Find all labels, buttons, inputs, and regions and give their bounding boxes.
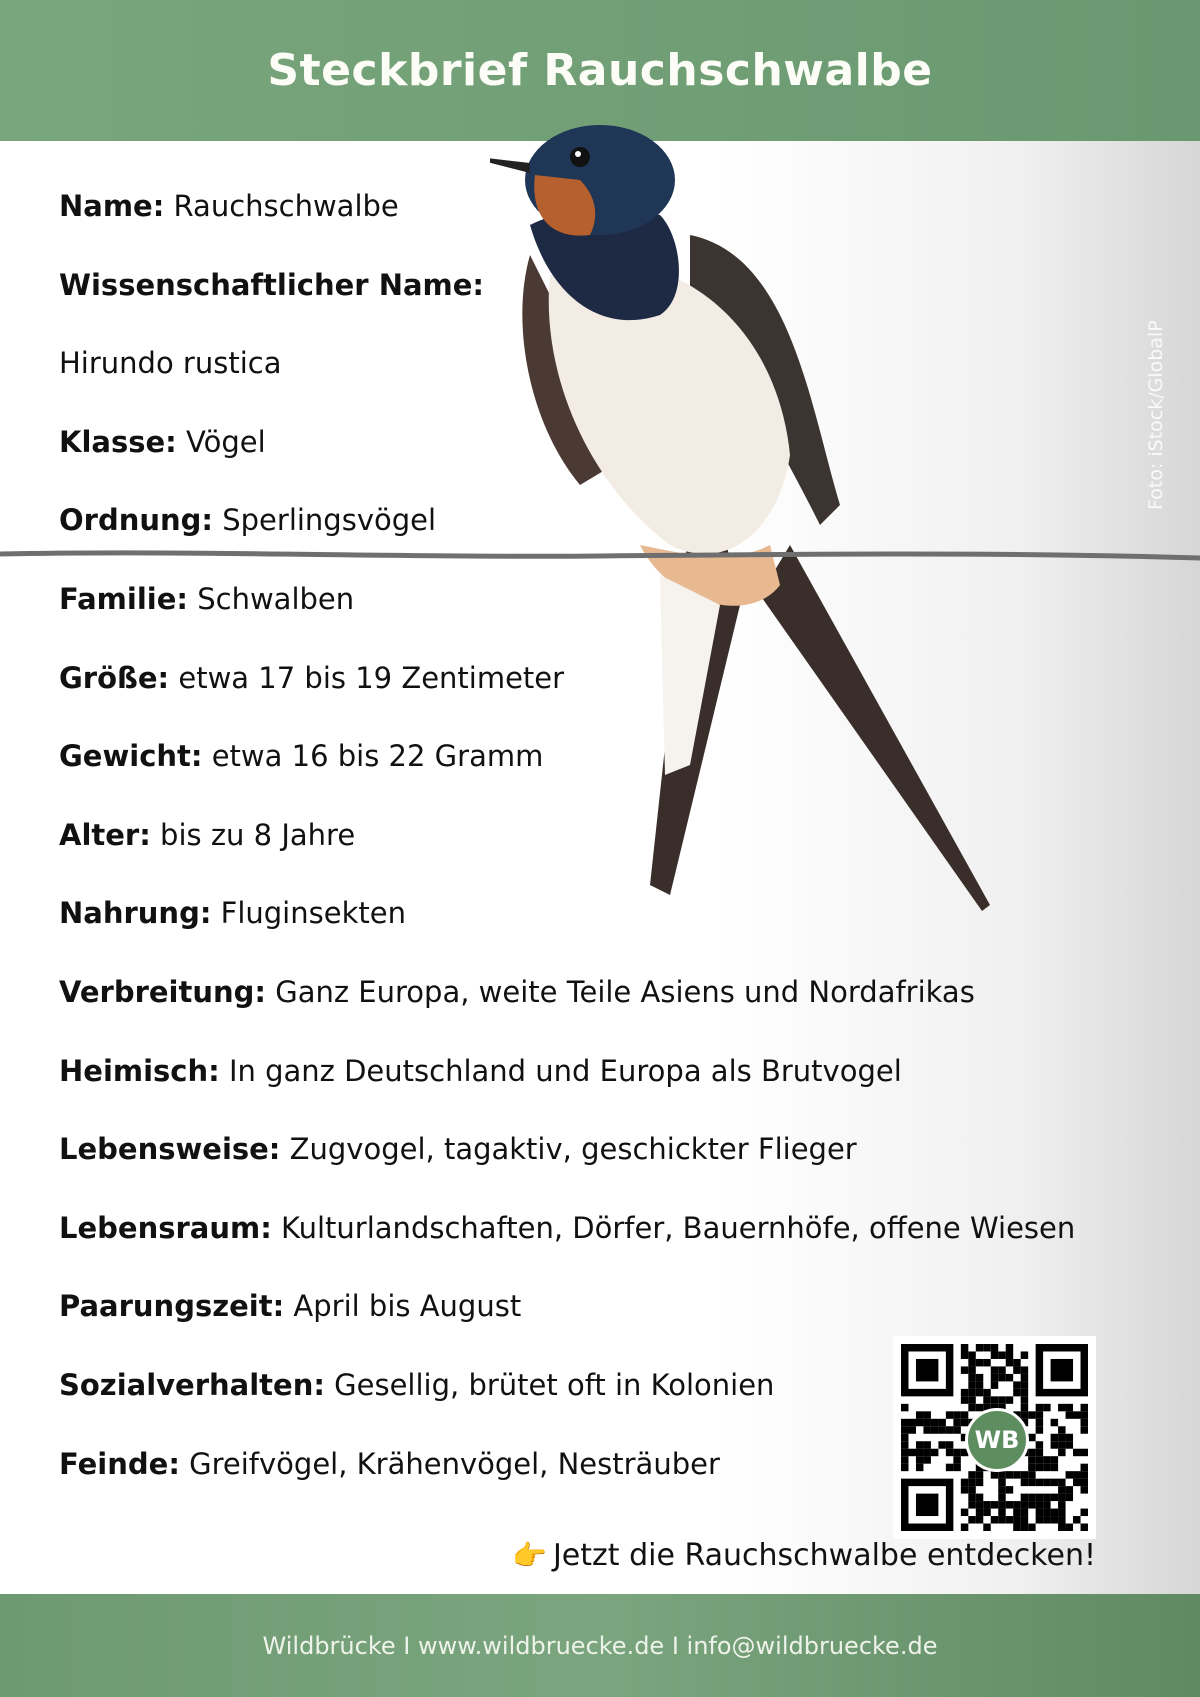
fact-row: [59, 815, 1075, 894]
fact-value: Greifvögel, Krähenvögel, Nesträuber: [189, 1446, 720, 1481]
fact-value: In ganz Deutschland und Europa als Brutvogel: [228, 1053, 902, 1088]
pointing-hand-icon: 👉: [512, 1539, 547, 1572]
wb-logo: WB: [965, 1408, 1029, 1472]
fact-label: Sozialverhalten:: [59, 1367, 325, 1402]
fact-label: Familie:: [59, 581, 188, 616]
fact-label: Lebensweise:: [59, 1132, 281, 1167]
fact-label: Gewicht:: [59, 739, 203, 774]
header-banner: [0, 0, 1200, 141]
fact-label: Feinde:: [59, 1446, 180, 1481]
fact-value: Vögel: [186, 424, 266, 459]
fact-label: Paarungszeit:: [59, 1289, 285, 1324]
fact-row: [59, 186, 1075, 265]
footer-contact: Wildbrücke I www.wildbruecke.de I info@wildbruecke.de: [262, 1631, 938, 1660]
fact-value: Hirundo rustica: [59, 346, 282, 381]
fact-value: April bis August: [293, 1289, 522, 1324]
fact-label: Name:: [59, 189, 165, 223]
fact-label: Alter:: [59, 817, 151, 852]
footer: [0, 1594, 1200, 1697]
fact-list: [59, 186, 1075, 1522]
fact-value: bis zu 8 Jahre: [160, 817, 356, 852]
fact-row: [59, 579, 1075, 658]
fact-row: [59, 1208, 1075, 1287]
cta-link[interactable]: [512, 1538, 1096, 1573]
fact-row: [59, 736, 1075, 815]
fact-value: Schwalben: [197, 581, 355, 616]
page-title: Steckbrief Rauchschwalbe: [267, 45, 933, 96]
fact-row: [59, 972, 1075, 1051]
fact-value: Sperlingsvögel: [222, 503, 437, 538]
fact-label: Lebensraum:: [59, 1210, 272, 1245]
fact-row: [59, 265, 1075, 344]
fact-row: [59, 893, 1075, 972]
fact-value: etwa 17 bis 19 Zentimeter: [178, 660, 565, 695]
fact-label: Wissenschaftlicher Name:: [59, 267, 485, 302]
fact-row: [59, 500, 1075, 579]
fact-value: Gesellig, brütet oft in Kolonien: [334, 1367, 775, 1402]
fact-value: Rauchschwalbe: [173, 189, 399, 223]
cta-text: Jetzt die Rauchschwalbe entdecken!: [552, 1538, 1096, 1573]
fact-label: Heimisch:: [59, 1053, 220, 1088]
qr-code[interactable]: [893, 1336, 1096, 1539]
photo-credit: Foto: iStock/GlobalP: [1145, 320, 1167, 510]
fact-value: Fluginsekten: [220, 896, 406, 931]
fact-label: Verbreitung:: [59, 974, 267, 1009]
fact-label: Nahrung:: [59, 896, 212, 931]
fact-value: Zugvogel, tagaktiv, geschickter Flieger: [289, 1132, 857, 1167]
fact-value: etwa 16 bis 22 Gramm: [211, 739, 544, 774]
fact-label: Ordnung:: [59, 503, 214, 538]
fact-row: [59, 1051, 1075, 1130]
fact-label: Größe:: [59, 660, 170, 695]
fact-row: [59, 422, 1075, 501]
fact-row: [59, 658, 1075, 737]
fact-row: [59, 343, 1075, 422]
fact-label: Klasse:: [59, 424, 177, 459]
fact-value: Kulturlandschaften, Dörfer, Bauernhöfe, offene Wiesen: [281, 1210, 1076, 1245]
fact-value: Ganz Europa, weite Teile Asiens und Nordafrikas: [275, 974, 975, 1009]
fact-row: [59, 1129, 1075, 1208]
